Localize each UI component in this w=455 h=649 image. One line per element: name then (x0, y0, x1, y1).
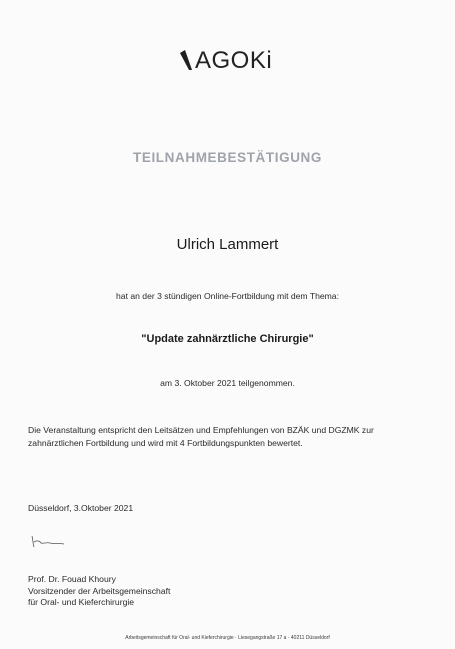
footer-address: Arbeitsgemeinschaft für Oral- und Kieferchirurgie · Liesegangstraße 17 a · 40211 Düsseldorf (125, 635, 330, 641)
signer-role-line-1: Vorsitzender der Arbeitsgemeinschaft (28, 585, 171, 596)
certificate-title: TEILNAHMEBESTÄTIGUNG (133, 150, 322, 165)
statement-line-2: zahnärztlichen Fortbildung und wird mit 4 Fortbildungspunkten bewertet. (28, 438, 303, 448)
accreditation-statement (28, 424, 428, 450)
agoki-logo (178, 44, 298, 76)
course-topic: "Update zahnärztliche Chirurgie" (141, 333, 314, 345)
place-and-date: Düsseldorf, 3.Oktober 2021 (28, 503, 134, 513)
attendance-date-line: am 3. Oktober 2021 teilgenommen. (160, 378, 295, 388)
signer-name: Prof. Dr. Fouad Khoury (28, 574, 116, 584)
handwritten-signature (28, 532, 68, 550)
statement-line-1: Die Veranstaltung entspricht den Leitsätzen und Empfehlungen von BZÄK und DGZMK zur (28, 425, 374, 435)
participant-name: Ulrich Lammert (176, 236, 279, 253)
logo-text: AGOKi (195, 47, 273, 74)
intro-line: hat an der 3 stündigen Online-Fortbildung mit dem Thema: (116, 291, 339, 301)
signer-role-line-2: für Oral- und Kieferchirurgie (28, 597, 135, 607)
signer-block (28, 574, 170, 609)
